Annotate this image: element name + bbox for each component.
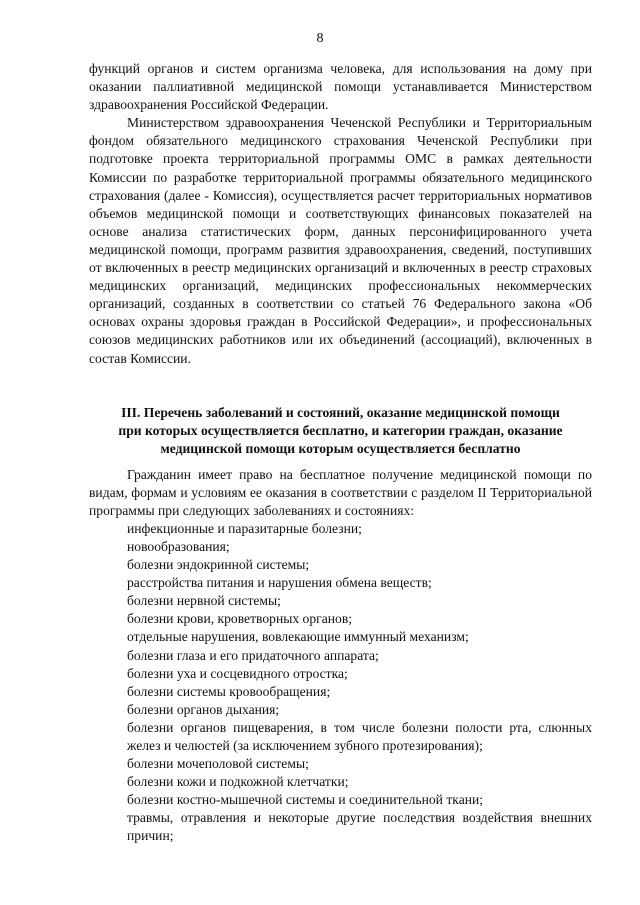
list-item: болезни глаза и его придаточного аппарата;	[127, 647, 379, 663]
section-heading-line: III. Перечень заболеваний и состояний, оказание медицинской помощи	[121, 404, 560, 420]
list-item: травмы, отравления и некоторые другие последствия воздействия внешних причин;	[127, 810, 592, 844]
list-item: болезни уха и сосцевидного отростка;	[127, 665, 348, 681]
section-heading-line: медицинской помощи которым осуществляется бесплатно	[160, 440, 521, 456]
page-number: 8	[316, 31, 324, 46]
section-heading-line: при которых осуществляется бесплатно, и категории граждан, оказание	[118, 422, 563, 438]
list-item: новообразования;	[127, 538, 230, 554]
list-item: болезни костно-мышечной системы и соединительной ткани;	[127, 792, 484, 808]
list-item: болезни крови, кроветворных органов;	[127, 611, 353, 627]
list-item: болезни мочеполовой системы;	[127, 756, 309, 772]
section-heading	[89, 404, 592, 458]
list-item: болезни системы кровообращения;	[127, 683, 331, 699]
conditions-list	[89, 520, 592, 846]
paragraph-commission: Министерством здравоохранения Чеченской Республики и Территориальным фондом обязательного медицинского страхования Чеченской Республики при подготовке проекта территориальной программы ОМС в рамках деятельности Комиссии по разработке территориальной программы обязательного медицинского страхования (далее - Комиссия), осуществляется расчет территориальных нормативов объемов медицинской помощи и соответствующих финансовых показателей на основе анализа статистических форм, данных персонифицированного учета медицинской помощи, программ развития здравоохранения, сведений, поступивших от включенных в реестр медицинских организаций и включенных в реестр страховых медицинских организаций, медицинских профессиональных некоммерческих организаций, созданных в соответствии со статьей 76 Федерального закона «Об основах охраны здоровья граждан в Российской Федерации», и профессиональных союзов медицинских работников или их объединений (ассоциаций), включенных в состав Комиссии.	[89, 115, 592, 366]
paragraph-intro: Гражданин имеет право на бесплатное получение медицинской помощи по видам, формам и условиям ее оказания в соответствии с разделом II Территориальной программы при следующих заболеваниях и состояниях:	[89, 466, 592, 518]
paragraph-continuation: функций органов и систем организма человека, для использования на дому при оказании паллиативной медицинской помощи устанавливается Министерством здравоохранения Российской Федерации.	[89, 61, 592, 113]
list-item: болезни органов дыхания;	[127, 701, 280, 717]
list-item: болезни нервной системы;	[127, 593, 281, 609]
document-body	[89, 60, 592, 846]
list-item: болезни кожи и подкожной клетчатки;	[127, 774, 349, 790]
list-item: расстройства питания и нарушения обмена веществ;	[127, 575, 432, 591]
list-item: инфекционные и паразитарные болезни;	[127, 520, 362, 536]
list-item: болезни эндокринной системы;	[127, 557, 310, 573]
list-item: отдельные нарушения, вовлекающие иммунный механизм;	[127, 629, 469, 645]
list-item: болезни органов пищеварения, в том числе болезни полости рта, слюнных желез и челюстей (за исключением зубного протезирования);	[127, 719, 592, 753]
